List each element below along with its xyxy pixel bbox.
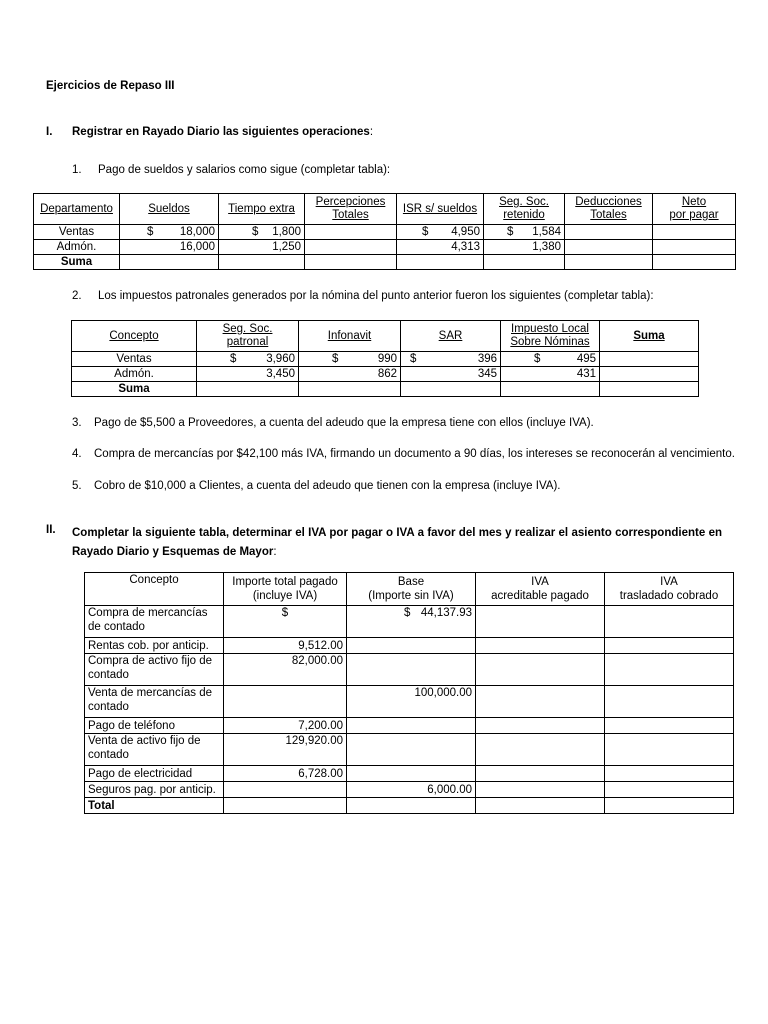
cell-dept: Admón. — [34, 240, 120, 255]
cell-sar: $ 396 — [401, 352, 501, 367]
table-row — [85, 638, 734, 654]
table-row — [85, 766, 734, 782]
cell-concepto: Pago de teléfono — [85, 718, 224, 734]
cell-concepto: Rentas cob. por anticip. — [85, 638, 224, 654]
cell-total-label: Suma — [34, 255, 120, 270]
item-1-text: Pago de sueldos y salarios como sigue (completar tabla): — [98, 164, 391, 176]
cell-infonavit: 862 — [299, 367, 401, 382]
cell-empty — [565, 255, 653, 270]
cell-concepto: Venta de activo fijo de contado — [85, 734, 224, 766]
table-total-row — [72, 382, 699, 397]
taxes-header-row — [72, 321, 699, 352]
table-row — [34, 240, 736, 255]
cell-empty — [476, 798, 605, 814]
item-4-number: 4. — [72, 448, 82, 460]
cell-percepciones — [305, 225, 397, 240]
table-row — [34, 225, 736, 240]
cell-total-label: Suma — [72, 382, 197, 397]
cell-tiempo-extra: $ 1,800 — [219, 225, 305, 240]
cell-base: 6,000.00 — [347, 782, 476, 798]
item-4-text: Compra de mercancías por $42,100 más IVA, firmando un documento a 90 días, los intereses se reconocerán al vencimiento. — [94, 448, 735, 460]
cell-empty — [197, 382, 299, 397]
cell-empty — [605, 798, 734, 814]
cell-empty — [397, 255, 484, 270]
cell-percepciones — [305, 240, 397, 255]
cell-importe: 6,728.00 — [224, 766, 347, 782]
item-5-text: Cobro de $10,000 a Clientes, a cuenta del adeudo que tienen con la empresa (incluye IVA). — [94, 480, 561, 492]
cell-suma — [600, 367, 699, 382]
cell-importe: 9,512.00 — [224, 638, 347, 654]
cell-total-label: Total — [85, 798, 224, 814]
cell-suma — [600, 352, 699, 367]
cell-empty — [484, 255, 565, 270]
document-title: Ejercicios de Repaso III — [46, 80, 175, 92]
cell-deducciones — [565, 225, 653, 240]
cell-empty — [347, 798, 476, 814]
cell-importe — [224, 782, 347, 798]
cell-concepto: Seguros pag. por anticip. — [85, 782, 224, 798]
cell-impuesto-local: 431 — [501, 367, 600, 382]
cell-base — [347, 766, 476, 782]
cell-iva-acreditable — [476, 718, 605, 734]
cell-iva-trasladado — [605, 782, 734, 798]
header-iva-acreditable: IVA acreditable pagado — [476, 573, 605, 606]
cell-iva-trasladado — [605, 606, 734, 638]
cell-deducciones — [565, 240, 653, 255]
iva-header-row — [85, 573, 734, 606]
section-2-text: Completar la siguiente tabla, determinar el IVA por pagar o IVA a favor del mes y realizar el asiento correspondiente en Rayado Diario y Esquemas de Mayor — [72, 527, 722, 558]
header-isr: ISR s/ sueldos — [397, 194, 484, 225]
cell-base — [347, 734, 476, 766]
item-2-text: Los impuestos patronales generados por la nómina del punto anterior fueron los siguientes (completar tabla): — [98, 290, 654, 302]
cell-concepto: Compra de activo fijo de contado — [85, 654, 224, 686]
section-2-colon: : — [273, 546, 277, 558]
cell-iva-acreditable — [476, 654, 605, 686]
header-deducciones: Deducciones Totales — [565, 194, 653, 225]
table-row — [85, 654, 734, 686]
header-concepto: Concepto — [72, 321, 197, 352]
cell-base — [347, 718, 476, 734]
cell-isr: 4,313 — [397, 240, 484, 255]
cell-empty — [653, 255, 736, 270]
item-3-text: Pago de $5,500 a Proveedores, a cuenta del adeudo que la empresa tiene con ellos (incluye IVA). — [94, 417, 594, 429]
cell-neto — [653, 225, 736, 240]
header-impuesto-local: Impuesto Local Sobre Nóminas — [501, 321, 600, 352]
cell-empty — [401, 382, 501, 397]
payroll-table — [33, 193, 736, 270]
cell-concepto: Venta de mercancías de contado — [85, 686, 224, 718]
table-total-row — [85, 798, 734, 814]
cell-base — [347, 638, 476, 654]
cell-iva-acreditable — [476, 638, 605, 654]
employer-taxes-table — [71, 320, 699, 397]
cell-concepto: Compra de mercancías de contado — [85, 606, 224, 638]
cell-iva-trasladado — [605, 654, 734, 686]
header-sueldos: Sueldos — [120, 194, 219, 225]
header-importe-total: Importe total pagado (incluye IVA) — [224, 573, 347, 606]
header-concepto: Concepto — [85, 573, 224, 606]
cell-empty — [299, 382, 401, 397]
item-5-number: 5. — [72, 480, 82, 492]
cell-importe: 7,200.00 — [224, 718, 347, 734]
cell-importe — [224, 686, 347, 718]
cell-empty — [305, 255, 397, 270]
header-departamento: Departamento — [34, 194, 120, 225]
cell-iva-trasladado — [605, 718, 734, 734]
header-infonavit: Infonavit — [299, 321, 401, 352]
cell-importe: 129,920.00 — [224, 734, 347, 766]
item-3-number: 3. — [72, 417, 82, 429]
cell-importe: $ — [224, 606, 347, 638]
cell-neto — [653, 240, 736, 255]
table-row — [85, 782, 734, 798]
cell-infonavit: $ 990 — [299, 352, 401, 367]
cell-iva-trasladado — [605, 686, 734, 718]
cell-dept: Ventas — [34, 225, 120, 240]
cell-empty — [501, 382, 600, 397]
cell-iva-trasladado — [605, 734, 734, 766]
cell-iva-trasladado — [605, 766, 734, 782]
cell-sar: 345 — [401, 367, 501, 382]
cell-concepto: Pago de electricidad — [85, 766, 224, 782]
header-seg-soc-retenido: Seg. Soc. retenido — [484, 194, 565, 225]
cell-empty — [219, 255, 305, 270]
header-seg-soc-patronal: Seg. Soc. patronal — [197, 321, 299, 352]
section-1-colon: : — [369, 126, 374, 138]
cell-impuesto-local: $ 495 — [501, 352, 600, 367]
cell-base — [347, 654, 476, 686]
cell-iva-acreditable — [476, 606, 605, 638]
cell-empty — [120, 255, 219, 270]
iva-table — [84, 572, 734, 814]
table-row — [85, 718, 734, 734]
cell-empty — [224, 798, 347, 814]
cell-concepto: Ventas — [72, 352, 197, 367]
cell-seg-soc: 3,450 — [197, 367, 299, 382]
cell-iva-acreditable — [476, 782, 605, 798]
cell-seg-soc: $ 1,584 — [484, 225, 565, 240]
cell-empty — [600, 382, 699, 397]
section-1-text: Registrar en Rayado Diario las siguientes operaciones — [72, 126, 370, 138]
cell-importe: 82,000.00 — [224, 654, 347, 686]
table-row — [72, 352, 699, 367]
cell-concepto: Admón. — [72, 367, 197, 382]
cell-iva-acreditable — [476, 686, 605, 718]
header-sar: SAR — [401, 321, 501, 352]
header-iva-trasladado: IVA trasladado cobrado — [605, 573, 734, 606]
header-percepciones: Percepciones Totales — [305, 194, 397, 225]
cell-iva-acreditable — [476, 766, 605, 782]
header-base: Base (Importe sin IVA) — [347, 573, 476, 606]
section-1-heading — [72, 126, 373, 138]
header-tiempo-extra: Tiempo extra — [219, 194, 305, 225]
cell-iva-acreditable — [476, 734, 605, 766]
cell-isr: $ 4,950 — [397, 225, 484, 240]
header-suma: Suma — [600, 321, 699, 352]
section-2-heading — [72, 524, 722, 562]
cell-sueldos: 16,000 — [120, 240, 219, 255]
cell-sueldos: $ 18,000 — [120, 225, 219, 240]
cell-tiempo-extra: 1,250 — [219, 240, 305, 255]
section-1-number: I. — [46, 126, 53, 138]
table-row — [85, 606, 734, 638]
payroll-header-row — [34, 194, 736, 225]
cell-seg-soc: 1,380 — [484, 240, 565, 255]
cell-base: 100,000.00 — [347, 686, 476, 718]
table-total-row — [34, 255, 736, 270]
cell-seg-soc: $ 3,960 — [197, 352, 299, 367]
table-row — [85, 686, 734, 718]
item-2-number: 2. — [72, 290, 82, 302]
cell-iva-trasladado — [605, 638, 734, 654]
header-neto: Neto por pagar — [653, 194, 736, 225]
section-2-number: II. — [46, 524, 56, 536]
table-row — [85, 734, 734, 766]
item-1-number: 1. — [72, 164, 82, 176]
table-row — [72, 367, 699, 382]
cell-base: $ 44,137.93 — [347, 606, 476, 638]
